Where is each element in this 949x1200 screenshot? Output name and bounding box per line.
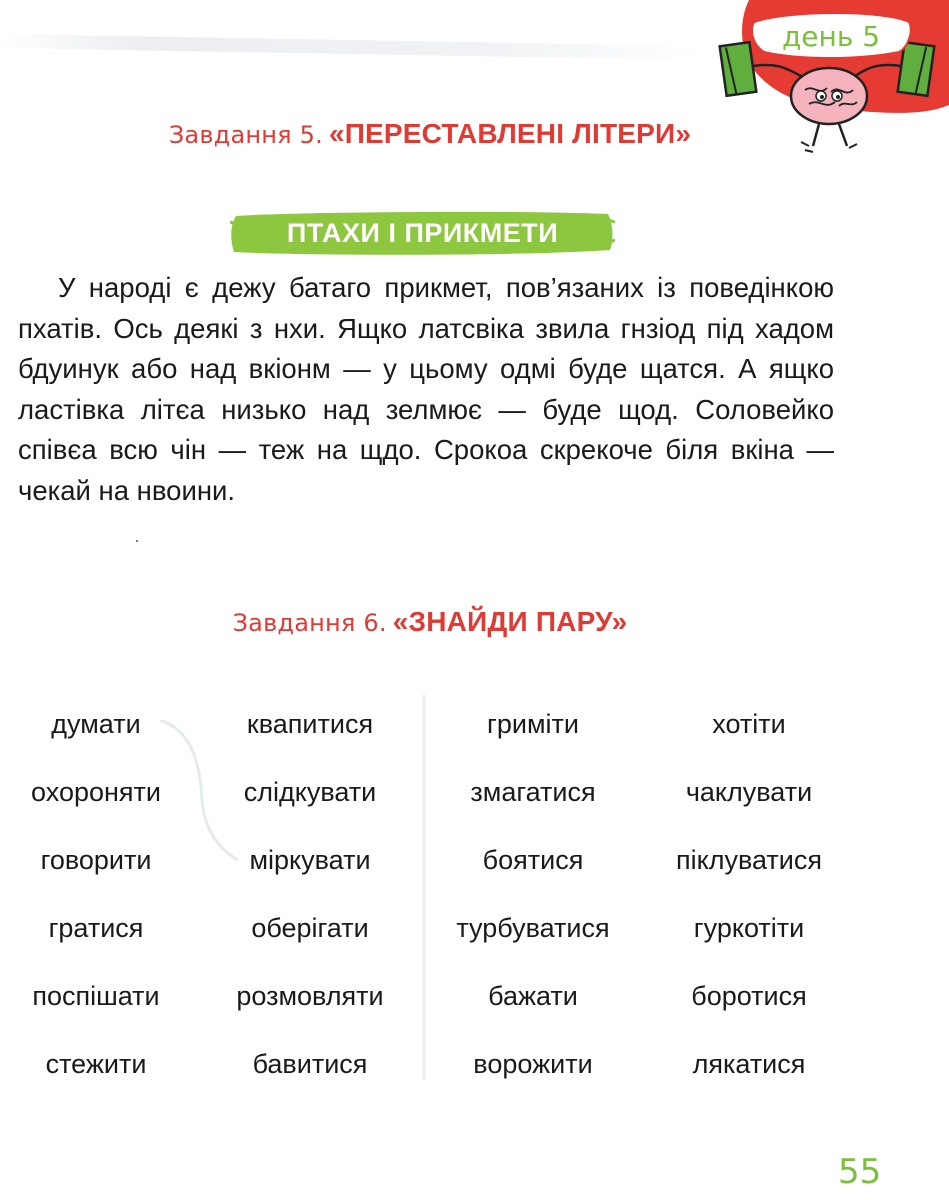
word-row bbox=[0, 894, 860, 962]
word-cell: розмовляти bbox=[236, 980, 384, 1011]
word-cell: говорити bbox=[40, 844, 152, 875]
word-cell: охороняти bbox=[31, 776, 161, 807]
word-row bbox=[0, 962, 860, 1030]
task6-prefix: Завдання 6. bbox=[232, 609, 387, 637]
word-cell: змагатися bbox=[470, 776, 596, 807]
word-cell: гратися bbox=[48, 912, 144, 943]
word-cell: поспішати bbox=[32, 980, 160, 1011]
word-cell: гуркотіти bbox=[693, 912, 805, 943]
task5-title: «ПЕРЕСТАВЛЕНІ ЛІТЕРИ» bbox=[328, 118, 692, 149]
word-cell: квапитися bbox=[246, 708, 374, 739]
day-label: день 5 bbox=[781, 20, 881, 53]
banner-label: ПТАХИ І ПРИКМЕТИ bbox=[286, 217, 559, 248]
scrambled-paragraph: У народі є дежу батаго прикмет, пов’язаних із поведінкою пхатів. Ось деякі з нхи. Ящко латсвіка звила гнзіод під хадом бдуинук або над вкіонм — у цьому одмі буде щатся. А ящко ластівка літєа низько над зелмює — буде щод. Соловейко співєа всю чін — теж на щдо. Срокоа скрекоче біля вкіна — чекай на нвоини. bbox=[18, 272, 834, 506]
word-row bbox=[0, 690, 860, 758]
task5-prefix: Завдання 5. bbox=[168, 121, 323, 149]
word-cell: хотіти bbox=[712, 708, 786, 739]
word-row bbox=[0, 1030, 860, 1098]
word-cell: бавитися bbox=[252, 1048, 368, 1079]
task6-heading bbox=[0, 606, 860, 638]
word-grid bbox=[0, 690, 860, 1098]
faint-scan-line bbox=[0, 34, 700, 60]
task5-heading bbox=[0, 118, 860, 150]
word-cell: боятися bbox=[482, 844, 584, 875]
word-cell: гриміти bbox=[487, 708, 579, 739]
word-cell: піклуватися bbox=[675, 844, 823, 875]
word-cell: стежити bbox=[45, 1048, 147, 1079]
stray-mark bbox=[136, 540, 138, 542]
word-row bbox=[0, 758, 860, 826]
word-cell: слідкувати bbox=[243, 776, 377, 807]
word-cell: боротися bbox=[691, 980, 807, 1011]
word-cell: лякатися bbox=[692, 1048, 806, 1079]
word-cell: оберігати bbox=[251, 912, 369, 943]
word-cell: турбуватися bbox=[456, 912, 610, 943]
topic-banner bbox=[230, 210, 615, 256]
word-row bbox=[0, 826, 860, 894]
task6-title: «ЗНАЙДИ ПАРУ» bbox=[392, 606, 628, 637]
word-cell: міркувати bbox=[249, 844, 371, 875]
word-cell: ворожити bbox=[473, 1048, 593, 1079]
word-cell: бажати bbox=[488, 980, 578, 1011]
page-number: 55 bbox=[838, 1152, 882, 1192]
word-cell: чаклувати bbox=[685, 776, 813, 807]
book-icon-left bbox=[720, 42, 757, 96]
word-cell: думати bbox=[51, 708, 141, 739]
